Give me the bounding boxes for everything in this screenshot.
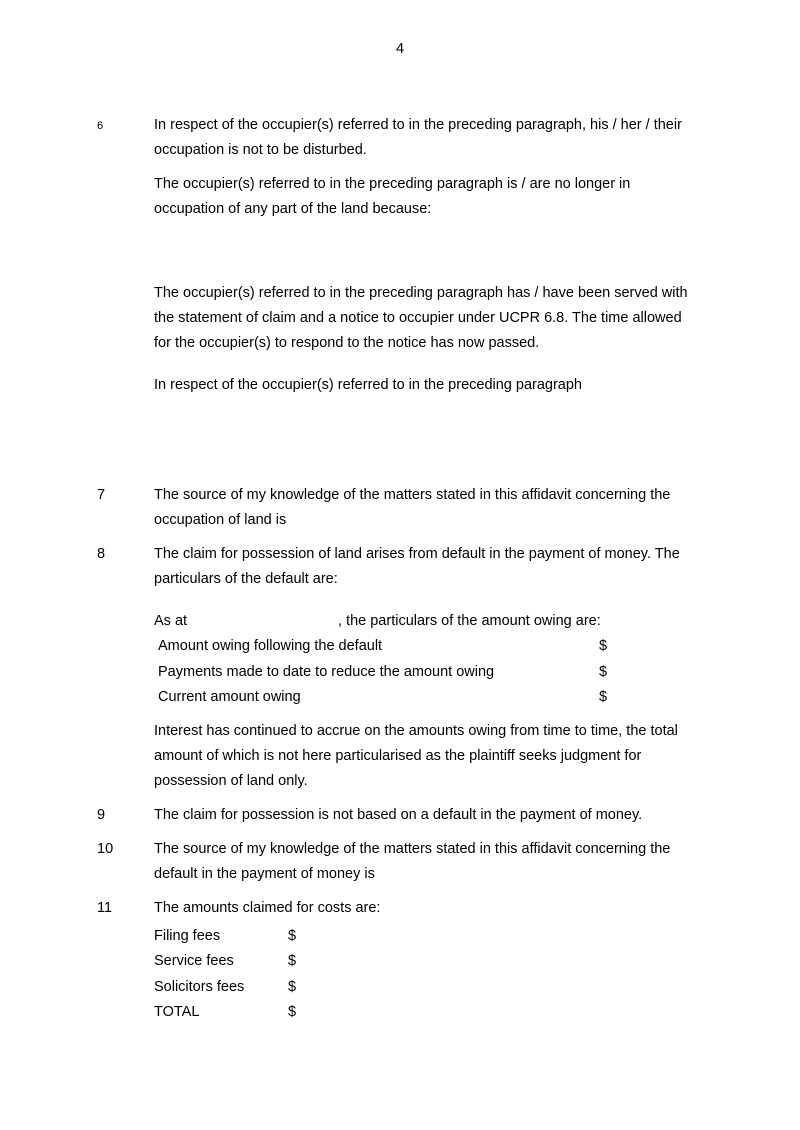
para6-alt1-line2: occupation of any part of the land because:: [154, 201, 432, 217]
cost-label-filing: Filing fees: [154, 928, 221, 944]
cost-label-total: TOTAL: [154, 1004, 200, 1020]
interest-line1: Interest has continued to accrue on the amounts owing from time to time, the total: [154, 723, 678, 739]
para11-line1: The amounts claimed for costs are:: [154, 900, 381, 916]
cost-currency-total: $: [288, 1004, 297, 1020]
paragraph-number-9: 9: [97, 807, 106, 823]
interest-line3: possession of land only.: [154, 773, 308, 789]
para6-alt3-line1: In respect of the occupier(s) referred to in the preceding paragraph: [154, 377, 582, 393]
para6-line1: In respect of the occupier(s) referred to in the preceding paragraph, his / her / their: [154, 117, 682, 133]
paragraph-number-11: 11: [97, 900, 113, 916]
amount-row-label-3: Current amount owing: [158, 689, 301, 705]
amount-row-label-2: Payments made to date to reduce the amount owing: [158, 664, 495, 680]
cost-currency-solicitors: $: [288, 979, 297, 995]
para6-alt2-line1: The occupier(s) referred to in the preceding paragraph has / have been served with: [154, 285, 688, 301]
para8-line1: The claim for possession of land arises from default in the payment of money. The: [154, 546, 680, 562]
paragraph-number-10: 10: [97, 841, 114, 857]
para6-alt1-line1: The occupier(s) referred to in the preceding paragraph is / are no longer in: [154, 176, 631, 192]
para10-line2: default in the payment of money is: [154, 866, 375, 882]
para6-alt2-line2: the statement of claim and a notice to occupier under UCPR 6.8. The time allowed: [154, 310, 682, 326]
cost-label-service: Service fees: [154, 953, 234, 969]
para6-line2: occupation is not to be disturbed.: [154, 142, 367, 158]
para7-line1: The source of my knowledge of the matters stated in this affidavit concerning the: [154, 487, 671, 503]
cost-label-solicitors: Solicitors fees: [154, 979, 245, 995]
para10-line1: The source of my knowledge of the matters stated in this affidavit concerning the: [154, 841, 671, 857]
para6-alt2-line3: for the occupier(s) to respond to the notice has now passed.: [154, 335, 540, 351]
amount-row-currency-1: $: [599, 638, 608, 654]
paragraph-number-8: 8: [97, 546, 106, 562]
para8-line2: particulars of the default are:: [154, 571, 338, 587]
interest-line2: amount of which is not here particularised as the plaintiff seeks judgment for: [154, 748, 642, 764]
para9-line1: The claim for possession is not based on a default in the payment of money.: [154, 807, 643, 823]
para7-line2: occupation of land is: [154, 512, 287, 528]
cost-currency-filing: $: [288, 928, 297, 944]
amount-row-currency-3: $: [599, 689, 608, 705]
paragraph-number-7: 7: [97, 487, 106, 503]
particulars-text: , the particulars of the amount owing are:: [338, 613, 601, 629]
as-at-label: As at: [154, 613, 188, 629]
paragraph-number-6: 6: [97, 120, 104, 132]
cost-currency-service: $: [288, 953, 297, 969]
page-number: 4: [395, 41, 405, 57]
amount-row-currency-2: $: [599, 664, 608, 680]
amount-row-label-1: Amount owing following the default: [158, 638, 383, 654]
